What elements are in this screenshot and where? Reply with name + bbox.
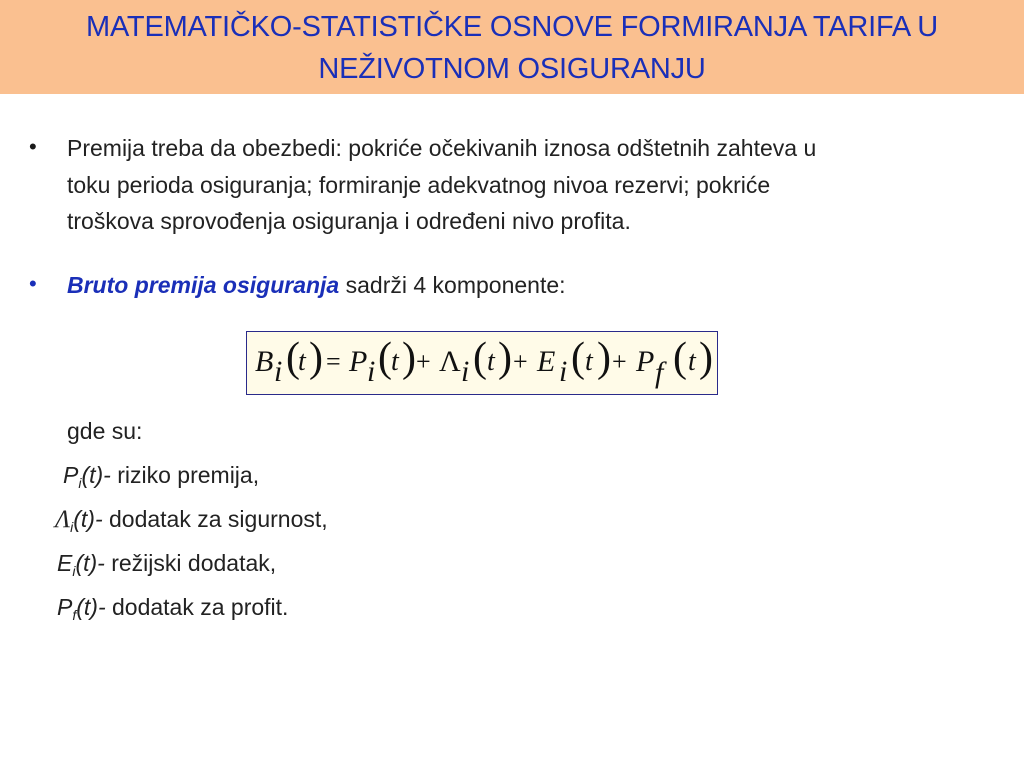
svg-text:(: ( — [473, 335, 487, 381]
subscript: f — [72, 607, 77, 623]
svg-text:Λ: Λ — [439, 345, 461, 378]
svg-text:+: + — [416, 347, 431, 376]
symbol: Λ — [55, 506, 71, 533]
definition-text: riziko premija, — [110, 462, 260, 488]
argument: (t)- — [73, 506, 103, 532]
definition-text: režijski dodatak, — [104, 550, 277, 576]
definition-text: dodatak za profit. — [105, 594, 289, 620]
definition-risk-premium — [63, 462, 259, 491]
svg-text:+: + — [612, 347, 627, 376]
slide-title — [0, 6, 1024, 90]
paragraph-line: troškova sprovođenja osiguranja i određeni nivo profita. — [67, 208, 631, 234]
svg-text:E: E — [537, 345, 556, 378]
svg-text:i: i — [559, 355, 568, 388]
symbol: P — [63, 462, 79, 488]
paragraph-text: sadrži 4 komponente: — [339, 272, 566, 298]
svg-text:t: t — [585, 346, 593, 377]
svg-text:i: i — [367, 355, 376, 388]
svg-text:): ) — [597, 335, 611, 381]
formula — [247, 332, 717, 394]
bullet-icon: • — [29, 134, 37, 159]
svg-text:(: ( — [673, 335, 687, 381]
definition-safety-loading — [55, 506, 328, 535]
paragraph-line: Premija treba da obezbedi: pokriće očekivanih iznosa odštetnih zahteva u — [67, 135, 817, 161]
svg-text:): ) — [309, 335, 323, 381]
title-line-2: NEŽIVOTNOM OSIGURANJU — [318, 53, 706, 85]
title-line-1: MATEMATIČKO-STATISTIČKE OSNOVE FORMIRANJA TARIFA U — [85, 11, 939, 43]
svg-text:i: i — [274, 355, 283, 388]
paragraph-line: toku perioda osiguranja; formiranje adekvatnog nivoa rezervi; pokriće — [67, 171, 771, 198]
svg-text:t: t — [487, 346, 495, 377]
symbol: P — [57, 594, 73, 620]
definition-profit-loading — [57, 594, 288, 623]
emphasis-term: Bruto premija osiguranja — [67, 272, 340, 298]
svg-text:f: f — [655, 356, 664, 389]
bullet-paragraph-2 — [67, 267, 1002, 304]
argument: (t)- — [76, 594, 106, 620]
svg-text:t: t — [688, 346, 696, 377]
svg-text:): ) — [402, 335, 416, 381]
definition-text: dodatak za sigurnost, — [102, 506, 328, 532]
definition-expense-loading — [57, 550, 276, 579]
svg-text:(: ( — [378, 335, 392, 381]
svg-text:(: ( — [286, 335, 300, 381]
subscript: i — [72, 563, 76, 579]
svg-text:t: t — [391, 346, 399, 377]
svg-text:): ) — [699, 335, 713, 381]
svg-text:i: i — [461, 355, 470, 388]
svg-text:(: ( — [571, 335, 585, 381]
svg-text:): ) — [498, 335, 512, 381]
svg-text:B: B — [255, 345, 274, 378]
svg-text:t: t — [298, 346, 306, 377]
symbol: E — [57, 550, 73, 576]
formula-box — [246, 331, 718, 395]
svg-text:P: P — [349, 345, 368, 378]
svg-text:=: = — [326, 347, 341, 376]
argument: (t)- — [81, 462, 111, 488]
subscript: i — [78, 475, 82, 491]
svg-text:+: + — [513, 347, 528, 376]
bullet-icon: • — [29, 271, 37, 296]
argument: (t)- — [75, 550, 105, 576]
bullet-paragraph-1 — [67, 130, 1002, 240]
svg-text:P: P — [636, 345, 655, 378]
where-label: gde su: — [67, 418, 143, 444]
subscript: i — [70, 519, 74, 535]
